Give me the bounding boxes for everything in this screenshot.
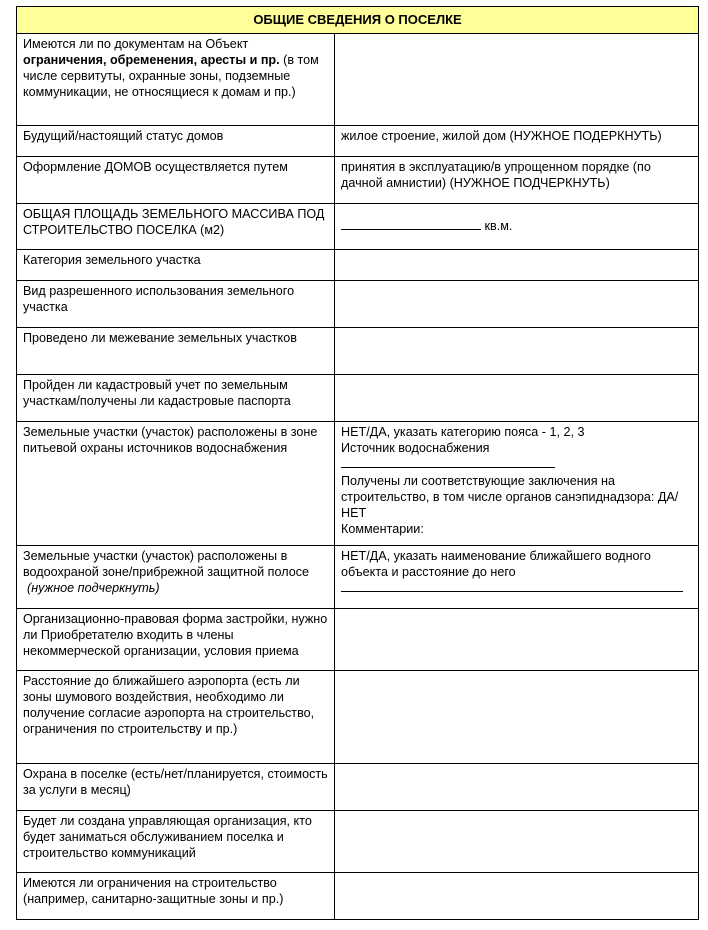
question-cell: Охрана в поселке (есть/нет/планируется, стоимость за услуги в месяц) <box>17 764 335 811</box>
answer-cell[interactable] <box>335 204 699 250</box>
table-row <box>17 422 699 546</box>
table-row <box>17 764 699 811</box>
answer-cell[interactable] <box>335 422 699 546</box>
answer-cell[interactable] <box>335 671 699 764</box>
area-unit: кв.м. <box>484 218 513 233</box>
table-row <box>17 34 699 126</box>
table-row <box>17 873 699 920</box>
question-cell <box>17 546 335 609</box>
question-cell: Организационно-правовая форма застройки, нужно ли Приобретателю входить в члены некоммерческой организации, условия приема <box>17 609 335 671</box>
question-cell: Оформление ДОМОВ осуществляется путем <box>17 157 335 204</box>
table-row <box>17 546 699 609</box>
area-blank-line[interactable] <box>341 218 481 230</box>
answer-cell[interactable] <box>335 328 699 375</box>
answer-cell[interactable] <box>335 281 699 328</box>
table-row <box>17 671 699 764</box>
table-row <box>17 328 699 375</box>
answer-line: НЕТ/ДА, указать категорию пояса - 1, 2, 3 <box>341 425 585 439</box>
question-cell: ОБЩАЯ ПЛОЩАДЬ ЗЕМЕЛЬНОГО МАССИВА ПОД СТРОИТЕЛЬСТВО ПОСЕЛКА (м2) <box>17 204 335 250</box>
question-cell: Категория земельного участка <box>17 250 335 281</box>
question-cell: Будет ли создана управляющая организация, кто будет заниматься обслуживанием поселка и строительство коммуникаций <box>17 811 335 873</box>
table-title: ОБЩИЕ СВЕДЕНИЯ О ПОСЕЛКЕ <box>17 7 699 34</box>
answer-cell[interactable] <box>335 546 699 609</box>
table-row <box>17 157 699 204</box>
question-text: Имеются ли по документам на Объект <box>23 37 249 51</box>
question-cell: Проведено ли межевание земельных участков <box>17 328 335 375</box>
table-row <box>17 126 699 157</box>
question-text: Земельные участки (участок) расположены в водоохраной зоне/прибрежной защитной полосе <box>23 549 310 579</box>
answer-line: Комментарии: <box>341 522 424 536</box>
table-row <box>17 811 699 873</box>
answer-line: Получены ли соответствующие заключения на строительство, в том числе органов санэпиднадзора: ДА/НЕТ <box>341 474 679 520</box>
answer-line: НЕТ/ДА, указать наименование ближайшего водного объекта и расстояние до него <box>341 549 651 579</box>
answer-blank-container <box>341 580 692 592</box>
table-header-row <box>17 7 699 34</box>
question-cell: Земельные участки (участок) расположены в зоне питьевой охраны источников водоснабжения <box>17 422 335 546</box>
answer-line: Источник водоснабжения <box>341 441 490 455</box>
question-note: (нужное подчеркнуть) <box>27 581 160 595</box>
question-cell: Будущий/настоящий статус домов <box>17 126 335 157</box>
question-text-bold: ограничения, обременения, аресты и пр. <box>23 53 280 67</box>
water-object-blank-line[interactable] <box>341 580 683 592</box>
table-row <box>17 375 699 422</box>
answer-cell[interactable] <box>335 609 699 671</box>
question-cell <box>17 34 335 126</box>
table-row <box>17 609 699 671</box>
question-cell: Имеются ли ограничения на строительство (например, санитарно-защитные зоны и пр.) <box>17 873 335 920</box>
water-source-blank-line[interactable] <box>341 456 555 468</box>
answer-blank-container <box>341 456 692 470</box>
question-cell: Вид разрешенного использования земельного участка <box>17 281 335 328</box>
answer-cell[interactable] <box>335 764 699 811</box>
answer-cell[interactable] <box>335 250 699 281</box>
table-row <box>17 204 699 250</box>
table-row <box>17 250 699 281</box>
document-page <box>16 6 699 920</box>
settlement-info-table <box>16 6 699 920</box>
question-text: (в том числе сервитуты, охранные зоны, подземные коммуникации, не относящиеся к домам и пр.) <box>23 53 319 99</box>
question-cell: Пройден ли кадастровый учет по земельным участкам/получены ли кадастровые паспорта <box>17 375 335 422</box>
answer-cell[interactable] <box>335 873 699 920</box>
answer-cell[interactable] <box>335 375 699 422</box>
answer-cell[interactable]: принятия в эксплуатацию/в упрощенном порядке (по дачной амнистии) (НУЖНОЕ ПОДЧЕРКНУТЬ) <box>335 157 699 204</box>
answer-cell[interactable] <box>335 34 699 126</box>
answer-cell[interactable] <box>335 811 699 873</box>
table-row <box>17 281 699 328</box>
question-cell: Расстояние до ближайшего аэропорта (есть ли зоны шумового воздействия, необходимо ли получение согласие аэропорта на строительство, ограничения по строительству и пр.) <box>17 671 335 764</box>
answer-cell[interactable]: жилое строение, жилой дом (НУЖНОЕ ПОДЕРКНУТЬ) <box>335 126 699 157</box>
